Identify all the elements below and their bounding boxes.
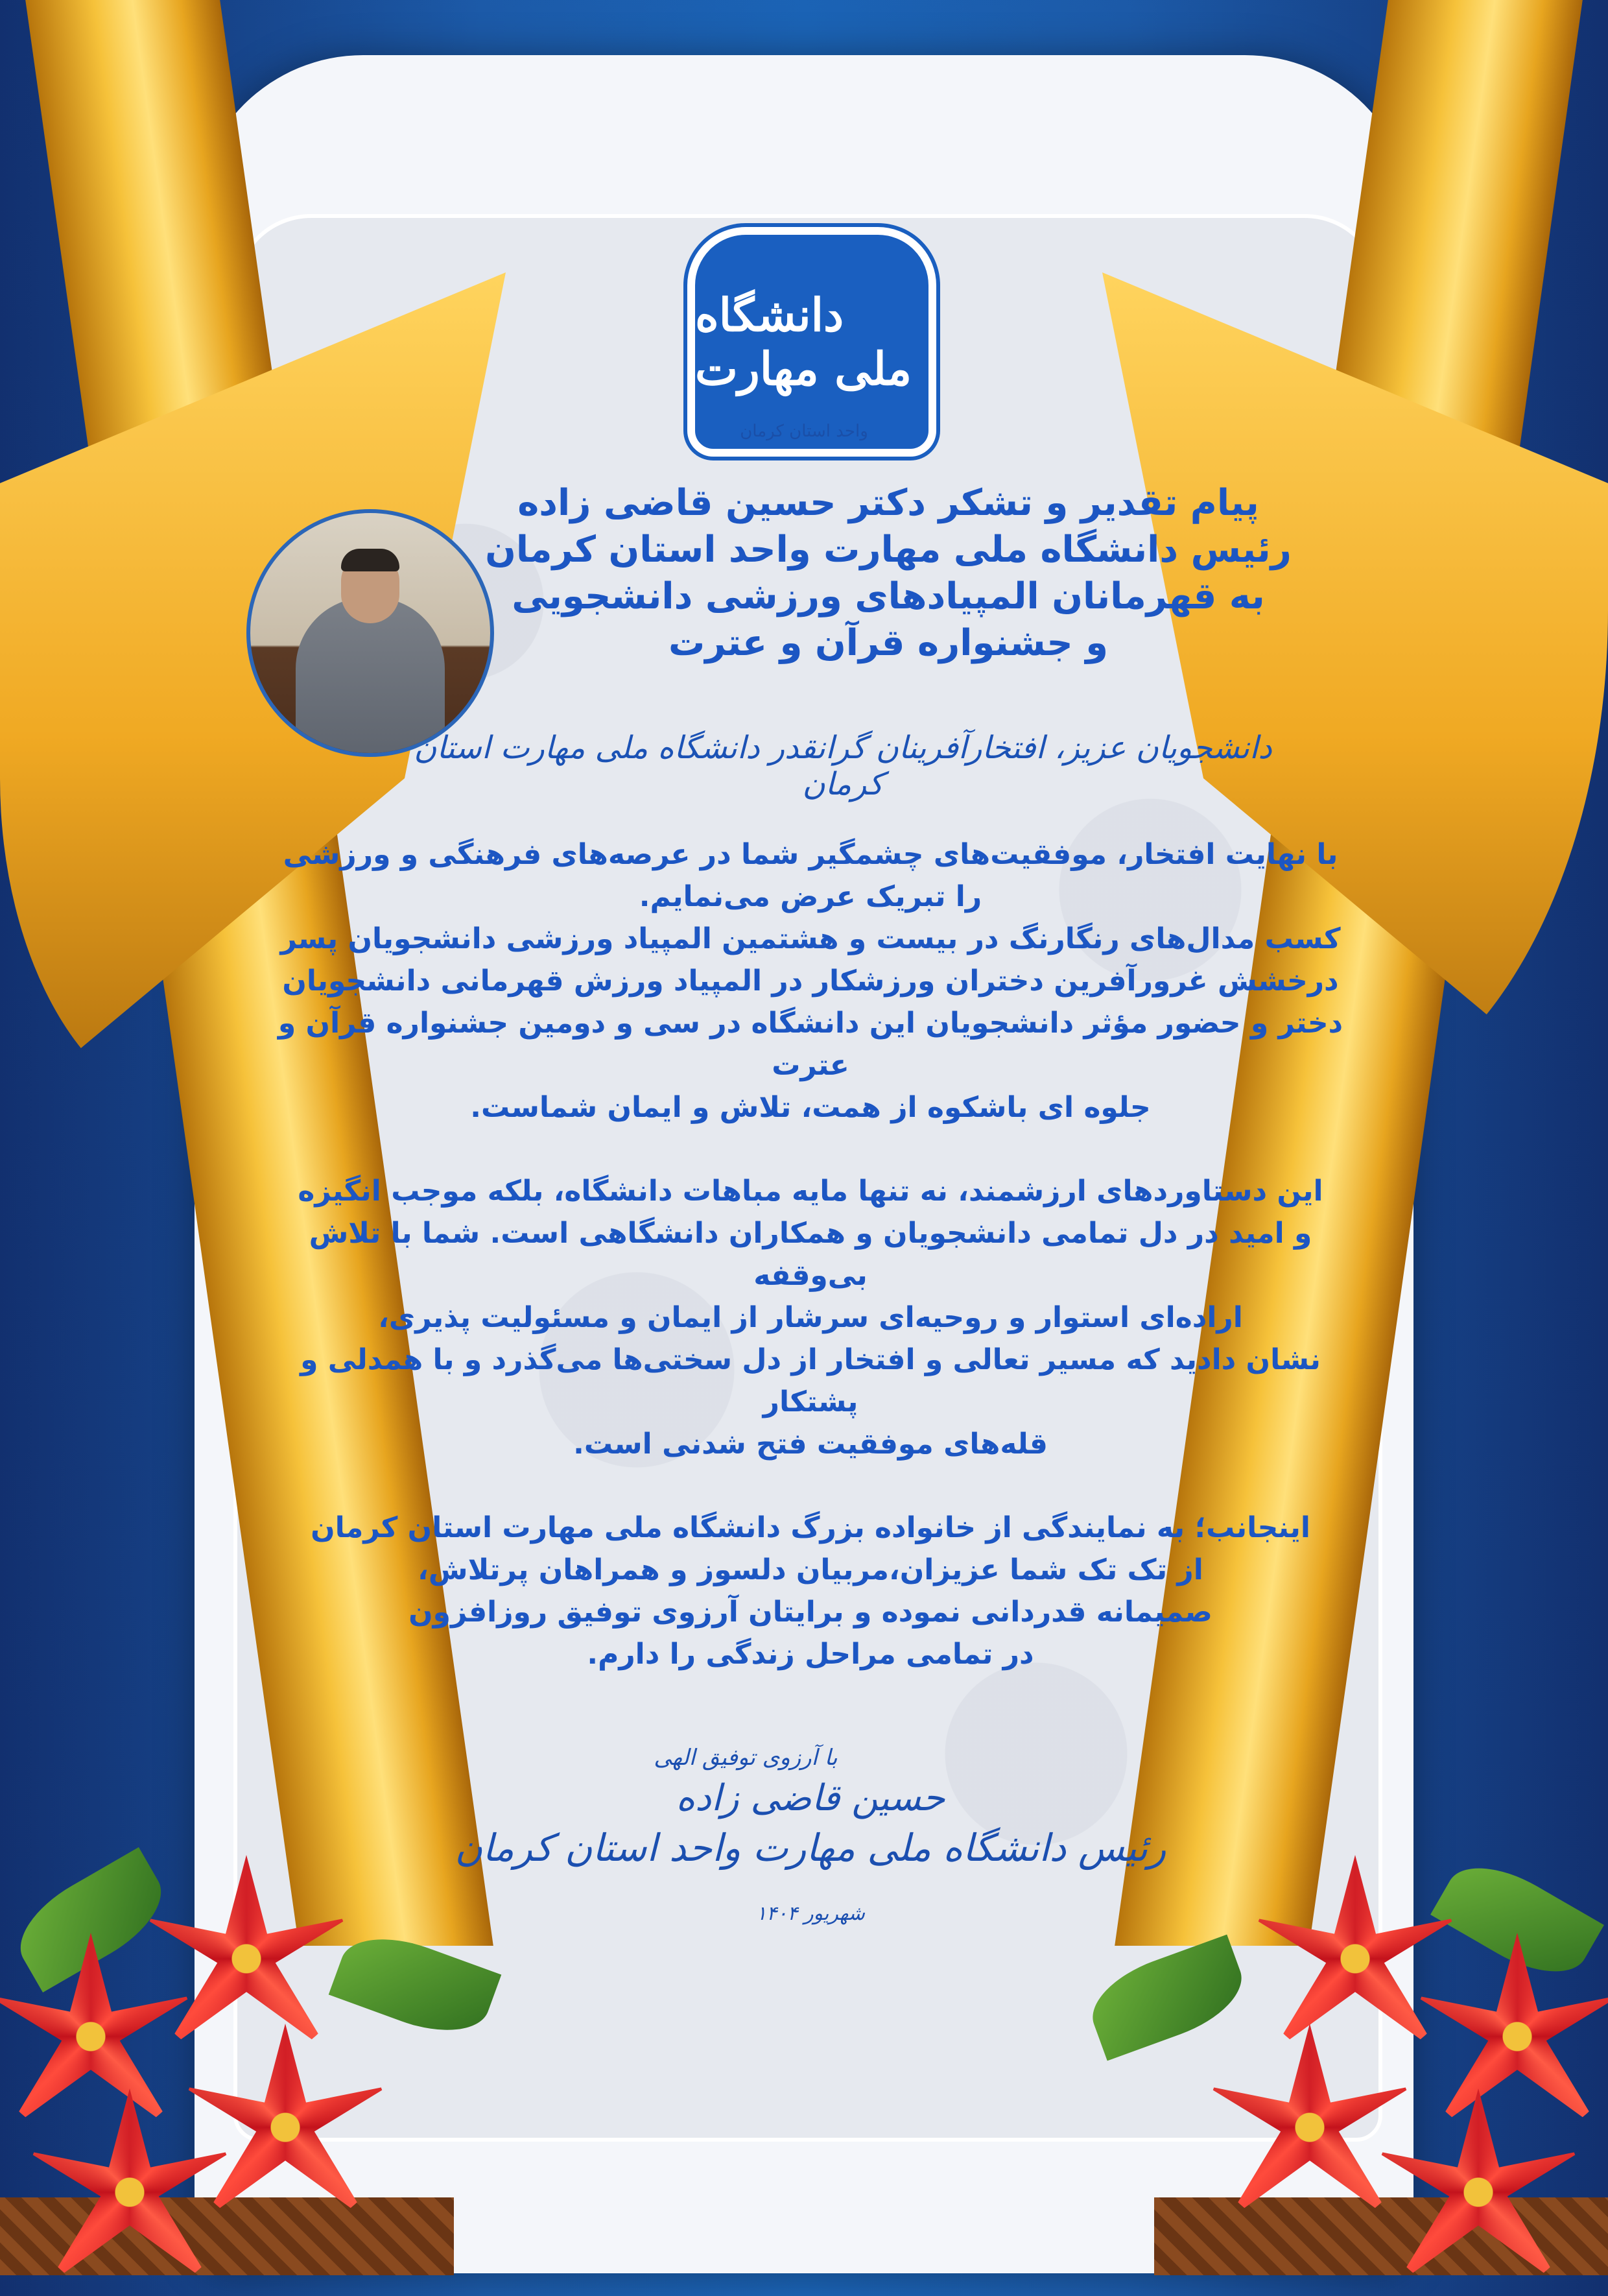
title-line-2: رئیس دانشگاه ملی مهارت واحد استان کرمان: [485, 529, 1292, 571]
salutation: دانشجویان عزیز، افتخارآفرینان گرانقدر دانشگاه ملی مهارت استان کرمان: [414, 730, 1272, 802]
message-body: [259, 833, 1362, 1717]
signature-block: [454, 1745, 1167, 1925]
logo-caption: واحد استان کرمان: [740, 422, 868, 441]
body-line: درخشش غرورآفرین دختران ورزشکار در المپیاد ورزش قهرمانی دانشجویان: [282, 964, 1339, 998]
paragraph-3: [259, 1507, 1362, 1675]
portrait-hair: [341, 549, 399, 571]
signature-role: رئیس دانشگاه ملی مهارت واحد استان کرمان: [455, 1826, 1166, 1870]
portrait-photo: [246, 509, 494, 757]
body-line: صمیمانه قدردانی نموده و برایتان آرزوی توفیق روزافزون: [408, 1596, 1212, 1629]
signature-date: شهریور ۱۴۰۴: [756, 1902, 865, 1925]
body-line: جلوه ای باشکوه از همت، تلاش و ایمان شماست.: [470, 1091, 1151, 1124]
body-line: با نهایت افتخار، موفقیت‌های چشمگیر شما در عرصه‌های فرهنگی و ورزشی: [283, 838, 1338, 871]
body-line: از تک تک شما عزیزان،مربیان دلسوز و همراهان پرتلاش،: [418, 1553, 1203, 1586]
body-line: قله‌های موفقیت فتح شدنی است.: [573, 1428, 1048, 1461]
body-line: و امید در دل تمامی دانشجویان و همکاران دانشگاهی است. شما با تلاش بی‌وقفه: [309, 1217, 1312, 1292]
title-block: [467, 480, 1310, 667]
signature-name: حسین قاضی زاده: [676, 1777, 945, 1819]
body-line: در تمامی مراحل زندگی را دارم.: [587, 1638, 1034, 1671]
body-line: این دستاوردهای ارزشمند، نه تنها مایه مباهات دانشگاه، بلکه موجب انگیزه: [298, 1175, 1323, 1208]
title-line-3: به قهرمانان المپیادهای ورزشی دانشجویی: [512, 575, 1265, 617]
body-line: نشان دادید که مسیر تعالی و افتخار از دل سختی‌ها می‌گذرد و با همدلی و پشتکار: [300, 1343, 1321, 1418]
body-line: اینجانب؛ به نمایندگی از خانواده بزرگ دانشگاه ملی مهارت استان کرمان: [311, 1511, 1310, 1544]
logo-mark: دانشگاه ملی مهارت: [695, 288, 912, 396]
signature-wish: با آرزوی توفیق الهی: [654, 1745, 838, 1771]
title-line-4: و جشنواره قرآن و عترت: [668, 622, 1109, 664]
body-line: کسب مدال‌های رنگارنگ در بیست و هشتمین المپیاد ورزشی دانشجویان پسر: [280, 922, 1341, 955]
paragraph-1: [259, 833, 1362, 1129]
paragraph-2: [259, 1170, 1362, 1465]
title-line-1: پیام تقدیر و تشکر دکتر حسین قاضی زاده: [517, 482, 1259, 524]
body-line: دختر و حضور مؤثر دانشجویان این دانشگاه در سی و دومین جشنواره قرآن و عترت: [278, 1007, 1343, 1082]
body-line: را تبریک عرض می‌نمایم.: [639, 880, 982, 913]
body-line: اراده‌ای استوار و روحیه‌ای سرشار از ایمان و مسئولیت پذیری،: [378, 1301, 1243, 1334]
